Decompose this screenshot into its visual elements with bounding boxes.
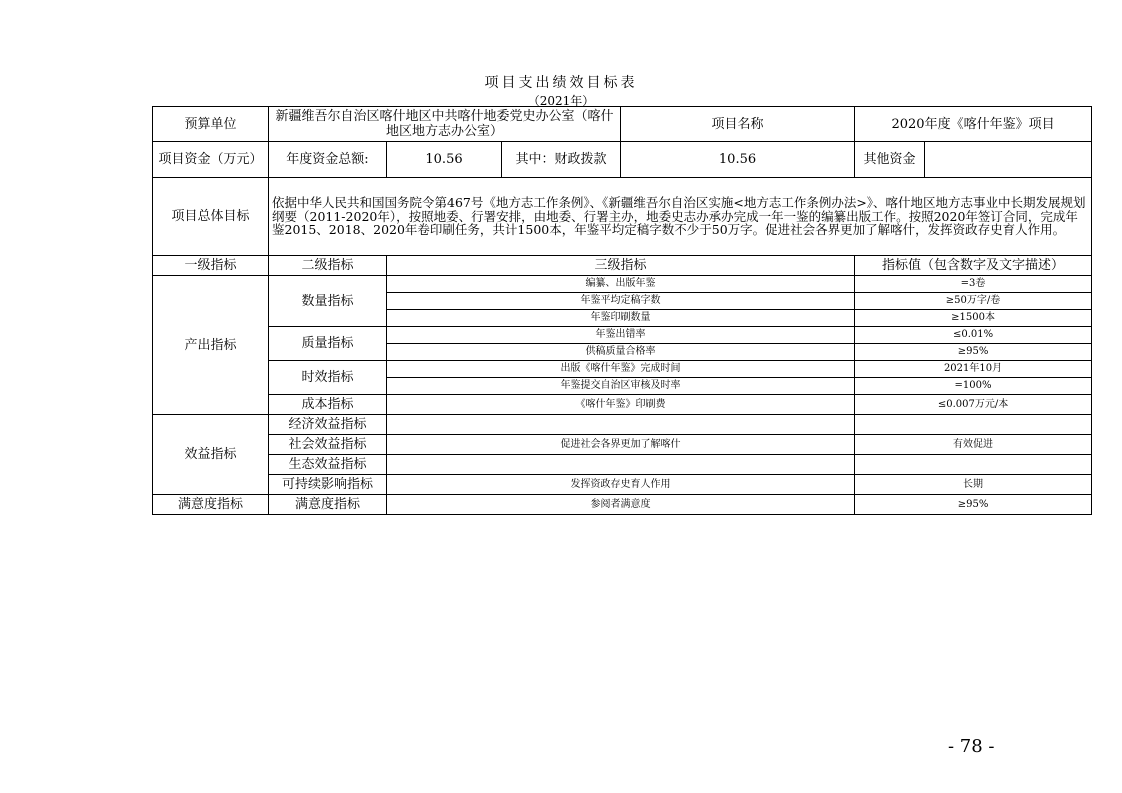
value-cell: =3卷 <box>855 276 1092 293</box>
indicator-cell <box>387 415 855 435</box>
project-name-value: 2020年度《喀什年鉴》项目 <box>855 107 1092 142</box>
section-benefit: 效益指标 <box>153 415 269 495</box>
section-satisfaction: 满意度指标 <box>153 495 269 515</box>
subsection-satisfaction: 满意度指标 <box>269 495 387 515</box>
fiscal-allocation-value: 10.56 <box>621 142 855 178</box>
value-cell: ≥95% <box>855 344 1092 361</box>
column-header-level2: 二级指标 <box>269 256 387 276</box>
indicator-cell: 供稿质量合格率 <box>387 344 855 361</box>
indicator-cell: 发挥资政存史育人作用 <box>387 475 855 495</box>
value-cell: 有效促进 <box>855 435 1092 455</box>
value-cell: 2021年10月 <box>855 361 1092 378</box>
other-funds-value <box>925 142 1092 178</box>
table-year: （2021年） <box>527 94 595 108</box>
overall-goal-text: 依据中华人民共和国国务院令第467号《地方志工作条例》、《新疆维吾尔自治区实施<地方志工作条例办法>》、喀什地区地方志事业中长期发展规划纲要（2011-2020年），按照地委、行署安排，由地委、行署主办，地委史志办承办完成一年一鉴的编纂出版工作。按照2020年签订合同，完成年鉴2015、2018、2020年卷印刷任务，共计1500本，年鉴平均定稿字数不少于50万字。促进社会各界更加了解喀什，发挥资政存史育人作用。 <box>269 178 1092 256</box>
subsection-ecological: 生态效益指标 <box>269 455 387 475</box>
other-funds-label: 其他资金 <box>855 142 925 178</box>
annual-total-value: 10.56 <box>387 142 502 178</box>
subsection-cost: 成本指标 <box>269 395 387 415</box>
value-cell: ≥95% <box>855 495 1092 515</box>
subsection-quality: 质量指标 <box>269 327 387 361</box>
value-cell: 长期 <box>855 475 1092 495</box>
value-cell <box>855 415 1092 435</box>
indicator-cell: 《喀什年鉴》印刷费 <box>387 395 855 415</box>
value-cell: =100% <box>855 378 1092 395</box>
budget-unit-value: 新疆维吾尔自治区喀什地区中共喀什地委党史办公室（喀什地区地方志办公室） <box>269 107 621 142</box>
column-header-value: 指标值（包含数字及文字描述） <box>855 256 1092 276</box>
subsection-quantity: 数量指标 <box>269 276 387 327</box>
subsection-timeliness: 时效指标 <box>269 361 387 395</box>
annual-total-label: 年度资金总额: <box>269 142 387 178</box>
budget-unit-label: 预算单位 <box>153 107 269 142</box>
value-cell: ≤0.01% <box>855 327 1092 344</box>
indicator-cell: 促进社会各界更加了解喀什 <box>387 435 855 455</box>
page-title: 项目支出绩效目标表 <box>484 75 638 91</box>
column-header-level3: 三级指标 <box>387 256 855 276</box>
indicator-cell: 年鉴平均定稿字数 <box>387 293 855 310</box>
indicator-cell: 年鉴提交自治区审核及时率 <box>387 378 855 395</box>
value-cell <box>855 455 1092 475</box>
subsection-sustainable: 可持续影响指标 <box>269 475 387 495</box>
indicator-cell <box>387 455 855 475</box>
value-cell: ≤0.007万元/本 <box>855 395 1092 415</box>
subsection-economic: 经济效益指标 <box>269 415 387 435</box>
page-number: - 78 - <box>948 736 995 757</box>
project-name-label: 项目名称 <box>621 107 855 142</box>
value-cell: ≥1500本 <box>855 310 1092 327</box>
indicator-cell: 参阅者满意度 <box>387 495 855 515</box>
indicator-cell: 编纂、出版年鉴 <box>387 276 855 293</box>
indicator-cell: 年鉴出错率 <box>387 327 855 344</box>
fiscal-allocation-label: 其中：财政拨款 <box>502 142 621 178</box>
overall-goal-label: 项目总体目标 <box>153 178 269 256</box>
performance-target-table <box>152 106 1092 515</box>
indicator-cell: 年鉴印刷数量 <box>387 310 855 327</box>
value-cell: ≥50万字/卷 <box>855 293 1092 310</box>
subsection-social: 社会效益指标 <box>269 435 387 455</box>
project-funds-label: 项目资金（万元） <box>153 142 269 178</box>
section-output: 产出指标 <box>153 276 269 415</box>
column-header-level1: 一级指标 <box>153 256 269 276</box>
indicator-cell: 出版《喀什年鉴》完成时间 <box>387 361 855 378</box>
